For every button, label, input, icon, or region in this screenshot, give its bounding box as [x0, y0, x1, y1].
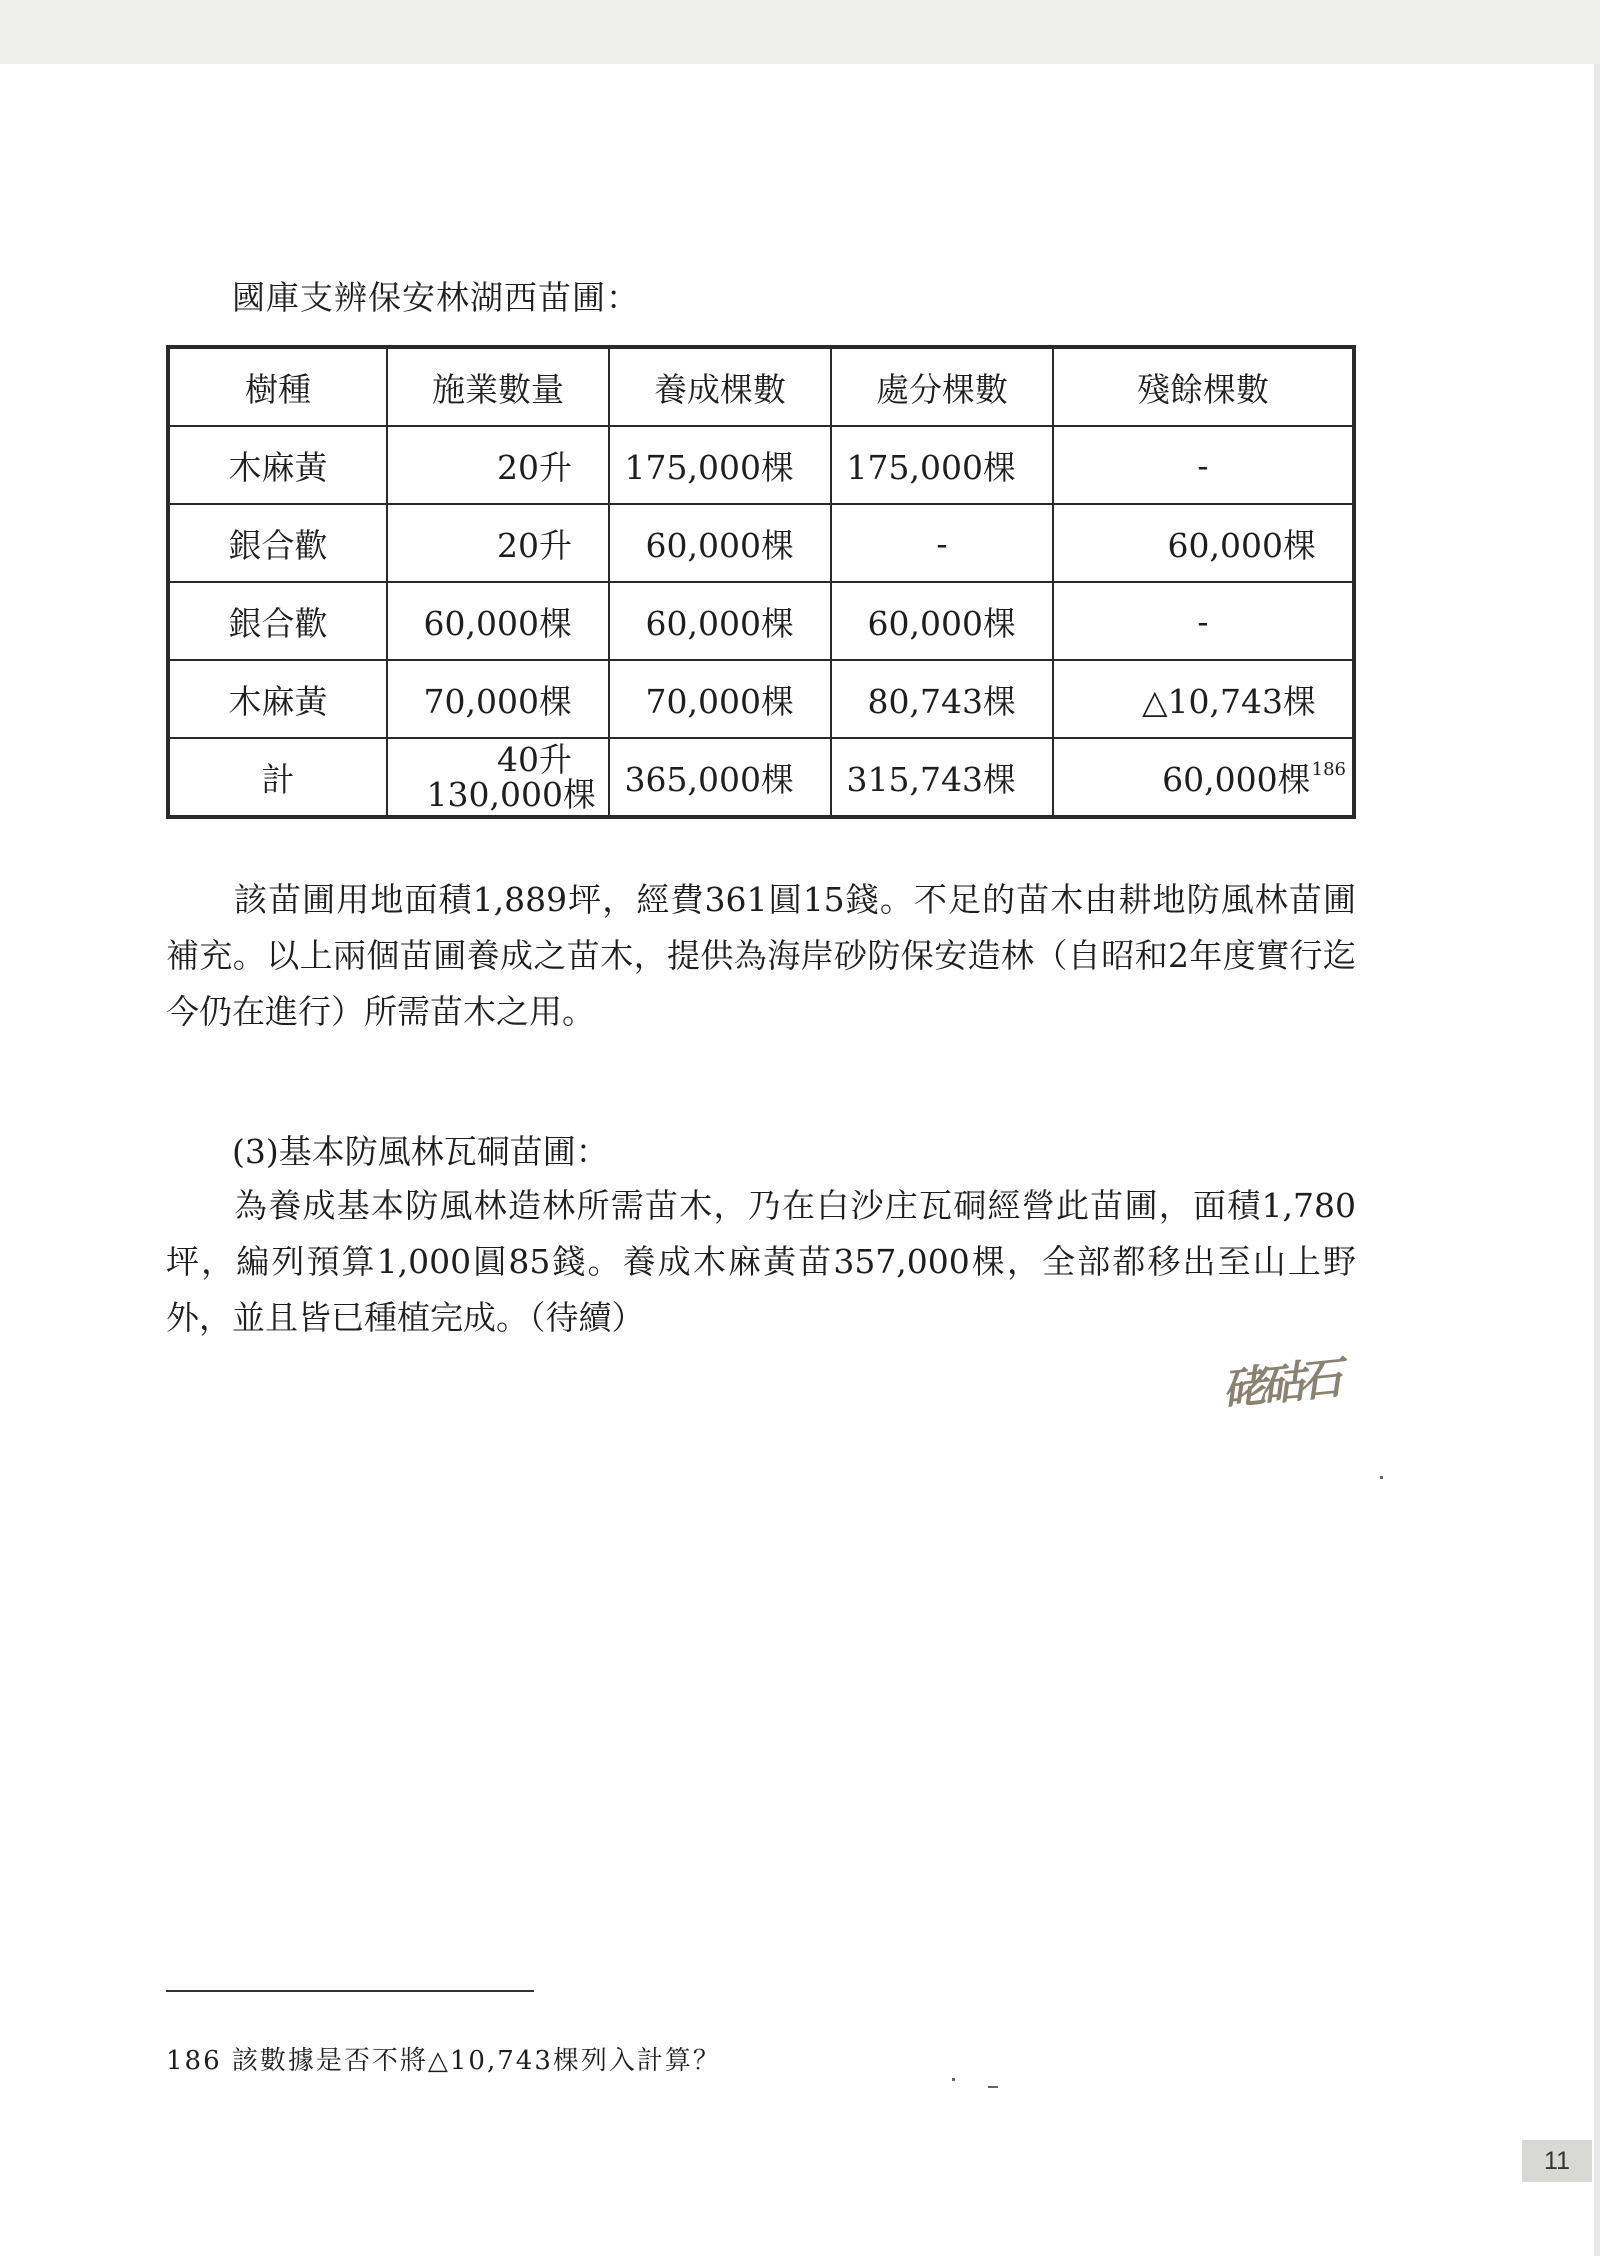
author-seal-signature: 硓𥑮石 — [1220, 1353, 1339, 1416]
header-quantity: 施業數量 — [387, 347, 609, 426]
cell-quantity: 20升 — [387, 504, 609, 582]
cell-species: 木麻黃 — [168, 660, 387, 738]
cell-remaining: △10,743棵 — [1053, 660, 1354, 738]
table-row — [168, 582, 1354, 660]
cell-total-remaining — [1053, 738, 1354, 817]
total-remaining-value: 60,000棵 — [1162, 759, 1311, 799]
footnote-divider — [166, 1990, 534, 1992]
total-quantity-line1: 40升 — [497, 740, 572, 779]
paragraph-wadong-nursery: 為養成基本防風林造林所需苗木，乃在白沙庄瓦硐經營此苗圃，面積1,780坪，編列預算1,000圓85錢。養成木麻黃苗357,000棵，全部都移出至山上野外，並且皆已種植完成。（待續） — [166, 1186, 1356, 1337]
cell-disposed: 80,743棵 — [831, 660, 1053, 738]
cell-raised: 60,000棵 — [609, 582, 831, 660]
scan-speck — [988, 2086, 998, 2088]
scan-top-band — [0, 0, 1600, 64]
table-row — [168, 504, 1354, 582]
cell-total-raised: 365,000棵 — [609, 738, 831, 817]
cell-species: 銀合歡 — [168, 582, 387, 660]
table-row — [168, 426, 1354, 504]
header-raised: 養成棵數 — [609, 347, 831, 426]
header-remaining: 殘餘棵數 — [1053, 347, 1354, 426]
cell-total-quantity — [387, 738, 609, 817]
cell-total-disposed: 315,743棵 — [831, 738, 1053, 817]
cell-disposed: 60,000棵 — [831, 582, 1053, 660]
nursery-table — [166, 345, 1356, 819]
total-quantity-line2: 130,000棵 — [426, 775, 596, 814]
cell-quantity: 70,000棵 — [387, 660, 609, 738]
header-species: 樹種 — [168, 347, 387, 426]
header-disposed: 處分棵數 — [831, 347, 1053, 426]
scan-right-edge — [1594, 64, 1600, 2256]
cell-quantity: 20升 — [387, 426, 609, 504]
cell-remaining: 60,000棵 — [1053, 504, 1354, 582]
cell-remaining: - — [1053, 426, 1354, 504]
paragraph-nursery-area: 該苗圃用地面積1,889坪，經費361圓15錢。不足的苗木由耕地防風林苗圃補充。以上兩個苗圃養成之苗木，提供為海岸砂防保安造林（自昭和2年度實行迄今仍在進行）所需苗木之用。 — [166, 880, 1356, 1031]
table-total-row — [168, 738, 1354, 817]
footnote-186: 186 該數據是否不將△10,743棵列入計算？ — [166, 2046, 721, 2076]
scan-speck — [1380, 1476, 1383, 1479]
cell-species: 木麻黃 — [168, 426, 387, 504]
cell-raised: 175,000棵 — [609, 426, 831, 504]
cell-remaining: - — [1053, 582, 1354, 660]
cell-total-label: 計 — [168, 738, 387, 817]
cell-disposed: 175,000棵 — [831, 426, 1053, 504]
table-row — [168, 660, 1354, 738]
section-heading: 國庫支辨保安林湖西苗圃： — [232, 278, 640, 317]
footnote-reference[interactable]: 186 — [1311, 758, 1346, 780]
subsection-heading: (3)基本防風林瓦硐苗圃： — [232, 1132, 609, 1171]
cell-raised: 60,000棵 — [609, 504, 831, 582]
cell-species: 銀合歡 — [168, 504, 387, 582]
cell-quantity: 60,000棵 — [387, 582, 609, 660]
cell-disposed: - — [831, 504, 1053, 582]
table-header-row — [168, 347, 1354, 426]
cell-raised: 70,000棵 — [609, 660, 831, 738]
page-number: 11 — [1522, 2140, 1592, 2182]
scan-speck — [952, 2078, 955, 2081]
